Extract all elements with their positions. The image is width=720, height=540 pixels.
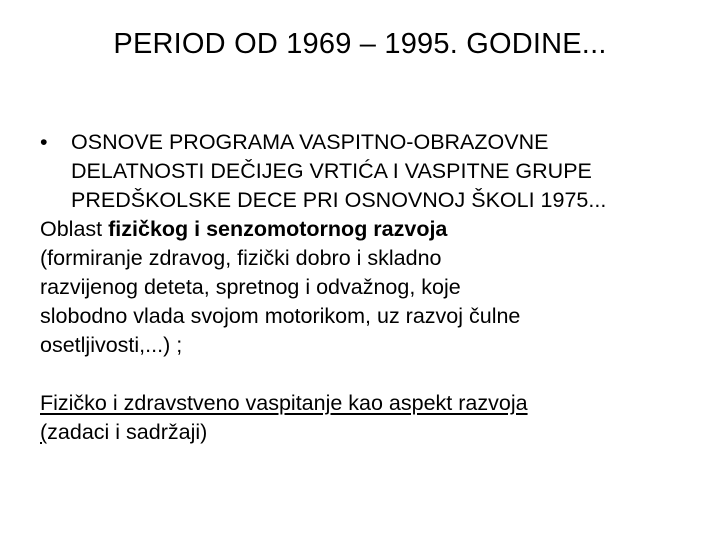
bullet-line-1: OSNOVE PROGRAMA VASPITNO-OBRAZOVNE [71,130,549,154]
hyperlink-open-paren[interactable]: ( [40,420,48,444]
hyperlink-line-2[interactable] [40,418,680,447]
paragraph-line-4: slobodno vlada svojom motorikom, uz razvoj čulne [40,304,521,328]
hyperlink-line-1[interactable]: Fizičko i zdravstveno vaspitanje kao aspekt razvoja [40,391,528,415]
hyperlink-line-2-rest[interactable]: zadaci i sadržaji) [47,420,208,444]
paragraph-line-3: razvijenog deteta, spretnog i odvažnog, koje [40,275,461,299]
paragraph [40,215,680,360]
bullet-line-3: PREDŠKOLSKE DECE PRI OSNOVNOJ ŠKOLI 1975... [71,188,607,212]
bullet-item [40,128,680,215]
paragraph-prefix: Oblast [40,217,109,241]
slide-content [40,128,680,447]
spacer [40,360,680,389]
bullet-text [71,128,680,215]
hyperlink[interactable] [40,389,680,447]
bullet-icon: • [40,130,48,154]
paragraph-line-1 [40,215,680,244]
slide-title: PERIOD OD 1969 – 1995. GODINE... [113,28,607,60]
bullet-line-2: DELATNOSTI DEČIJEG VRTIĆA I VASPITNE GRUPE [71,159,592,183]
paragraph-line-5: osetljivosti,...) ; [40,333,183,357]
paragraph-line-2: (formiranje zdravog, fizički dobro i skladno [40,246,442,270]
paragraph-bold-term: fizičkog i senzomotornog razvoja [108,217,448,241]
